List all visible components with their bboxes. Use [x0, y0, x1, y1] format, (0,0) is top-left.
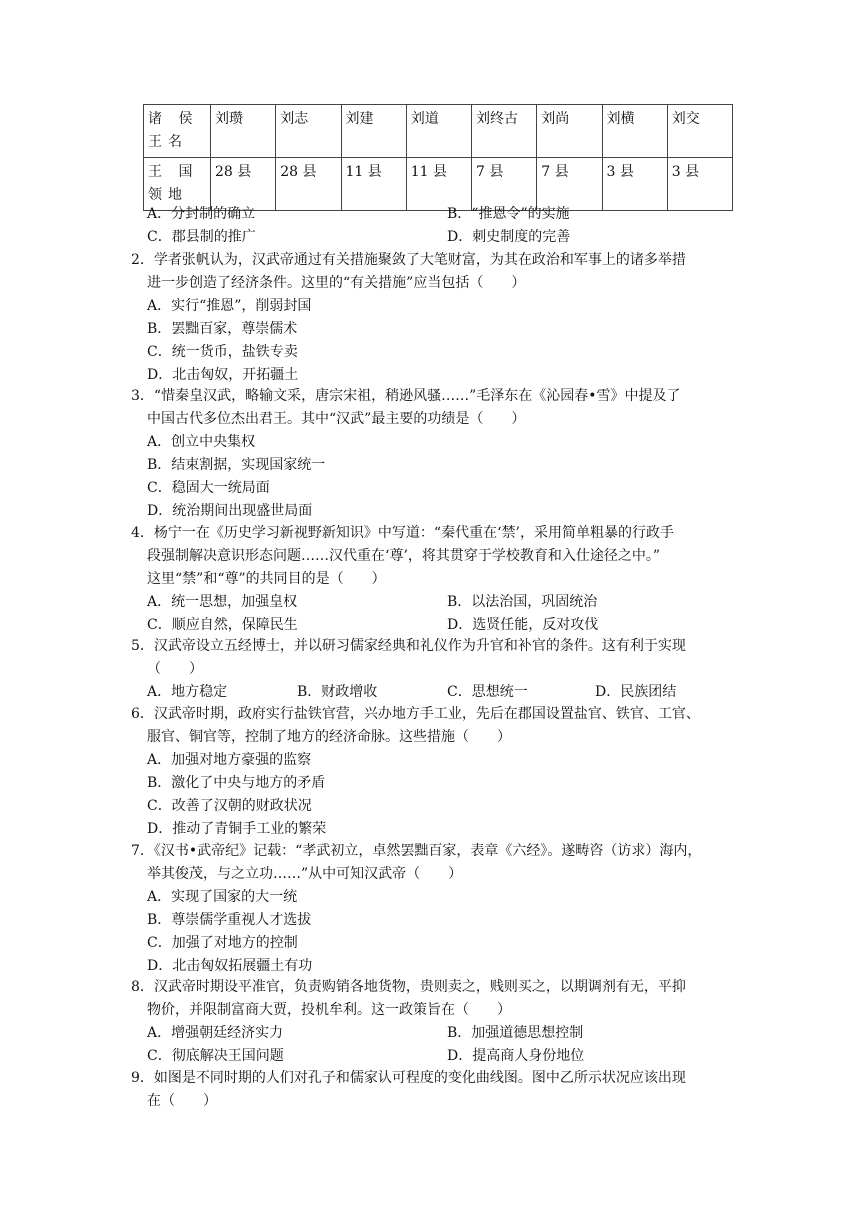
- q8-stem-line2: 物价，并限制富商大贾，投机牟利。这一政策旨在（ ）: [147, 1002, 511, 1018]
- q6-option-c: C．改善了汉朝的财政状况: [147, 798, 312, 814]
- q8-stem-line1: 8．汉武帝时期设平准官，负责购销各地货物，贵则卖之，贱则买之，以期调剂有无，平抑: [131, 979, 686, 995]
- q2-option-d: D．北击匈奴，开拓疆土: [147, 367, 299, 383]
- table-cell: 28 县: [276, 158, 341, 211]
- table-cell: 刘交: [667, 105, 732, 158]
- q8-option-c: C．彻底解决王国问题: [147, 1048, 284, 1064]
- q9-stem-line2: 在（ ）: [147, 1093, 217, 1109]
- q7-option-d: D．北击匈奴拓展疆土有功: [147, 958, 313, 974]
- q5-option-b: B．财政增收: [297, 684, 378, 700]
- q5-stem-line1: 5．汉武帝设立五经博士，并以研习儒家经典和礼仪作为升官和补官的条件。这有利于实现: [131, 638, 686, 654]
- q6-stem-line1: 6．汉武帝时期，政府实行盐铁官营，兴办地方手工业，先后在郡国设置盐官、铁官、工官、: [131, 706, 700, 722]
- q7-stem-line1: 7．《汉书•武帝纪》记载：“孝武初立，卓然罢黜百家，表章《六经》。遂畴咨（访求）海内，: [131, 843, 702, 859]
- q3-option-c: C．稳固大一统局面: [147, 480, 270, 496]
- table-cell: 刘尚: [537, 105, 602, 158]
- table-cell: 刘志: [276, 105, 341, 158]
- table-cell: 3 县: [602, 158, 667, 211]
- table-cell: 刘终古: [472, 105, 537, 158]
- table-cell: 11 县: [341, 158, 406, 211]
- q1-option-c: C．郡县制的推广: [147, 229, 256, 245]
- q5-option-c: C．思想统一: [447, 684, 528, 700]
- table-cell: 刘道: [406, 105, 471, 158]
- q4-option-b: B．以法治国，巩固统治: [447, 594, 598, 610]
- q3-stem-line1: 3．“惜秦皇汉武，略输文采，唐宗宋祖，稍逊风骚……”毛泽东在《沁园春•雪》中提及了: [131, 388, 681, 404]
- table-cell: 刘横: [602, 105, 667, 158]
- q6-option-b: B．激化了中央与地方的矛盾: [147, 775, 326, 791]
- q6-stem-line2: 服官、铜官等，控制了地方的经济命脉。这些措施（ ）: [147, 729, 511, 745]
- q3-option-a: A．创立中央集权: [147, 434, 256, 450]
- q5-option-d: D．民族团结: [595, 684, 677, 700]
- q9-stem-line1: 9．如图是不同时期的人们对孔子和儒家认可程度的变化曲线图。图中乙所示状况应该出现: [131, 1070, 686, 1086]
- q4-stem-line2: 段强制解决意识形态问题……汉代重在‘尊’，将其贯穿于学校教育和入仕途径之中。”: [147, 548, 661, 564]
- q4-stem-line1: 4．杨宁一在《历史学习新视野新知识》中写道：“秦代重在‘禁’，采用简单粗暴的行政手: [131, 525, 674, 541]
- q7-option-b: B．尊崇儒学重视人才选拔: [147, 912, 312, 928]
- q2-stem-line1: 2．学者张帆认为，汉武帝通过有关措施聚敛了大笔财富，为其在政治和军事上的诸多举措: [131, 252, 686, 268]
- q1-option-a: A．分封制的确立: [147, 206, 256, 222]
- q2-option-c: C．统一货币，盐铁专卖: [147, 344, 298, 360]
- table-cell: 诸 侯 王名: [144, 105, 211, 158]
- q2-option-b: B．罢黜百家，尊崇儒术: [147, 321, 298, 337]
- table-cell: 刘瓒: [211, 105, 276, 158]
- q7-option-c: C．加强了对地方的控制: [147, 935, 298, 951]
- q8-option-d: D．提高商人身份地位: [447, 1048, 585, 1064]
- q2-stem-line2: 进一步创造了经济条件。这里的“有关措施”应当包括（ ）: [147, 275, 526, 291]
- q8-option-a: A．增强朝廷经济实力: [147, 1025, 284, 1041]
- q4-option-c: C．顺应自然，保障民生: [147, 617, 298, 633]
- q4-stem-line3: 这里“禁”和“尊”的共同目的是（ ）: [147, 571, 386, 587]
- feudal-kings-table: [143, 104, 733, 211]
- q1-option-d: D．刺史制度的完善: [447, 229, 571, 245]
- q8-option-b: B．加强道德思想控制: [447, 1025, 584, 1041]
- table-cell: 3 县: [667, 158, 732, 211]
- q2-option-a: A．实行“推恩”，削弱封国: [147, 298, 312, 314]
- table-cell: 王 国 领地: [144, 158, 211, 211]
- table-cell: 刘建: [341, 105, 406, 158]
- q4-option-a: A．统一思想，加强皇权: [147, 594, 298, 610]
- q7-stem-line2: 举其俊茂，与之立功……”从中可知汉武帝（ ）: [147, 866, 463, 882]
- q7-option-a: A．实现了国家的大一统: [147, 889, 298, 905]
- table-cell: 28 县: [211, 158, 276, 211]
- q5-option-a: A．地方稳定: [147, 684, 228, 700]
- q3-option-b: B．结束割据，实现国家统一: [147, 457, 326, 473]
- q3-option-d: D．统治期间出现盛世局面: [147, 503, 313, 519]
- table-cell: 7 县: [472, 158, 537, 211]
- table-cell: 7 县: [537, 158, 602, 211]
- q1-option-b: B．“推恩令”的实施: [447, 206, 570, 222]
- q4-option-d: D．选贤任能，反对攻伐: [447, 617, 599, 633]
- table-row: [144, 105, 733, 158]
- q5-stem-line2: （ ）: [147, 661, 203, 677]
- q6-option-d: D．推动了青铜手工业的繁荣: [147, 821, 327, 837]
- q3-stem-line2: 中国古代多位杰出君王。其中“汉武”最主要的功绩是（ ）: [147, 411, 526, 427]
- table-cell: 11 县: [406, 158, 471, 211]
- q6-option-a: A．加强对地方豪强的监察: [147, 752, 312, 768]
